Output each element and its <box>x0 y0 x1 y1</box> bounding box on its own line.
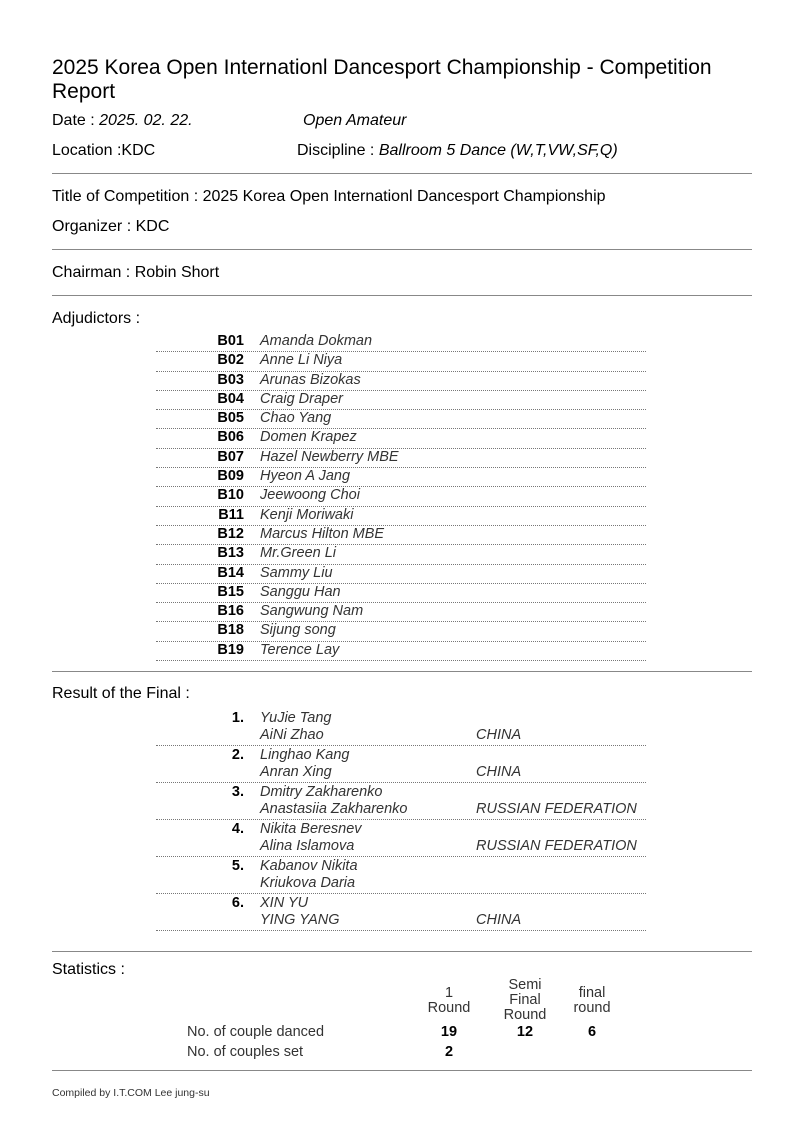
adjudicator-code: B01 <box>217 333 244 349</box>
adjudicator-code: B13 <box>217 545 244 562</box>
divider <box>52 671 752 672</box>
results-label: Result of the Final : <box>52 685 190 702</box>
competition-title-value: 2025 Korea Open Internationl Dancesport Championship <box>202 188 606 205</box>
adjudicator-code: B19 <box>217 641 244 658</box>
stat-header-line: Semi <box>508 977 542 993</box>
adjudicator-name: Domen Krapez <box>260 429 357 446</box>
adjudicator-row <box>156 410 646 429</box>
category: Open Amateur <box>303 112 407 129</box>
report-title: 2025 Korea Open Internationl Dancesport Championship - Competition Report <box>52 56 712 103</box>
location-value: KDC <box>121 142 156 159</box>
stat-header-line: Round <box>503 1007 547 1023</box>
adjudicator-name: Terence Lay <box>260 641 340 658</box>
adjudicator-row <box>156 449 646 468</box>
adjudicator-code: B04 <box>217 390 244 407</box>
stat-header-line: 1 <box>444 985 454 1001</box>
organizer-label: Organizer : <box>52 218 132 235</box>
adjudicator-row <box>156 352 646 371</box>
result-row <box>156 709 646 746</box>
result-man: Linghao Kang <box>260 747 350 763</box>
adjudicator-code: B15 <box>217 583 244 600</box>
date-label: Date : <box>52 112 95 129</box>
divider <box>52 249 752 250</box>
result-rank: 5. <box>231 858 244 874</box>
adjudicator-name: Sijung song <box>260 622 336 639</box>
adjudicator-row <box>156 468 646 487</box>
date-value: 2025. 02. 22. <box>99 112 193 129</box>
adjudicator-row <box>156 333 646 352</box>
adjudicator-code: B05 <box>217 410 244 427</box>
organizer-value: KDC <box>135 218 170 235</box>
divider <box>52 1070 752 1071</box>
adjudicator-row <box>156 391 646 410</box>
stat-danced-label: No. of couple danced <box>187 1024 325 1040</box>
stat-set-label: No. of couples set <box>187 1044 304 1060</box>
adjudicator-row <box>156 545 646 564</box>
adjudicator-code: B14 <box>217 564 244 581</box>
result-row <box>156 746 646 783</box>
result-row <box>156 894 646 931</box>
result-man: Kabanov Nikita <box>260 858 358 874</box>
adjudicator-name: Craig Draper <box>260 390 343 407</box>
divider <box>52 173 752 174</box>
competition-title-row <box>52 187 606 207</box>
adjudicator-row <box>156 642 646 661</box>
organizer-row <box>52 217 169 237</box>
stat-header-line: final <box>578 985 606 1001</box>
adjudicator-code: B12 <box>217 525 244 542</box>
adjudicators-list <box>156 333 646 661</box>
result-country: RUSSIAN FEDERATION <box>476 801 637 817</box>
adjudicator-code: B07 <box>217 448 244 465</box>
stat-header-line: round <box>573 1000 611 1016</box>
adjudicator-row <box>156 429 646 448</box>
adjudicator-name: Sanggu Han <box>260 583 341 600</box>
result-lady: YING YANG <box>260 912 340 928</box>
result-lady: Anastasiia Zakharenko <box>260 801 408 817</box>
adjudicator-row <box>156 507 646 526</box>
chairman-value: Robin Short <box>134 264 220 281</box>
adjudicator-code: B02 <box>217 352 244 369</box>
adjudicator-row <box>156 526 646 545</box>
adjudicator-code: B10 <box>217 487 244 504</box>
adjudicator-code: B16 <box>217 603 244 620</box>
results-list <box>156 709 646 931</box>
result-lady: AiNi Zhao <box>260 727 324 743</box>
result-country: CHINA <box>476 912 522 928</box>
chairman-label: Chairman : <box>52 264 131 281</box>
adjudicator-name: Anne Li Niya <box>260 352 343 369</box>
stat-danced-semifinal: 12 <box>516 1024 534 1040</box>
adjudicator-row <box>156 603 646 622</box>
adjudicator-name: Jeewoong Choi <box>260 487 360 504</box>
result-country: RUSSIAN FEDERATION <box>476 838 637 854</box>
adjudicator-row <box>156 584 646 603</box>
adjudicator-name: Mr.Green Li <box>260 545 337 562</box>
divider <box>52 951 752 952</box>
result-lady: Kriukova Daria <box>260 875 356 891</box>
adjudicator-row <box>156 565 646 584</box>
result-man: YuJie Tang <box>260 710 332 726</box>
result-lady: Anran Xing <box>260 764 332 780</box>
footer-credit: Compiled by I.T.COM Lee jung-su <box>52 1087 210 1099</box>
stat-header-line: Final <box>509 992 541 1008</box>
result-rank: 1. <box>231 710 244 726</box>
result-man: Nikita Beresnev <box>260 821 362 837</box>
result-country: CHINA <box>476 764 522 780</box>
result-row <box>156 820 646 857</box>
discipline-value: Ballroom 5 Dance (W,T,VW,SF,Q) <box>378 142 618 159</box>
result-man: XIN YU <box>260 895 309 911</box>
date-row <box>52 111 193 131</box>
stat-danced-final: 6 <box>587 1024 597 1040</box>
adjudicator-code: B03 <box>217 371 244 388</box>
adjudicator-code: B11 <box>218 506 244 523</box>
adjudicator-code: B18 <box>217 622 244 639</box>
stat-danced-round1: 19 <box>440 1024 458 1040</box>
result-man: Dmitry Zakharenko <box>260 784 383 800</box>
adjudicator-row <box>156 487 646 506</box>
stat-header-line: Round <box>427 1000 471 1016</box>
adjudicator-name: Sammy Liu <box>260 564 333 581</box>
adjudicator-name: Arunas Bizokas <box>260 371 361 388</box>
adjudicator-name: Kenji Moriwaki <box>260 506 354 523</box>
result-rank: 3. <box>231 784 244 800</box>
stat-set-round1: 2 <box>444 1044 454 1060</box>
result-lady: Alina Islamova <box>260 838 355 854</box>
discipline-row <box>297 141 618 161</box>
chairman-row <box>52 263 219 283</box>
adjudicator-code: B06 <box>217 429 244 446</box>
stat-header-round1 <box>425 986 473 1016</box>
discipline-label: Discipline : <box>297 142 375 159</box>
result-rank: 2. <box>231 747 244 763</box>
adjudicator-name: Amanda Dokman <box>260 333 373 349</box>
stat-header-final <box>567 986 617 1016</box>
divider <box>52 295 752 296</box>
location-label: Location : <box>52 142 122 159</box>
adjudicator-code: B09 <box>217 468 244 485</box>
adjudicator-name: Marcus Hilton MBE <box>260 525 385 542</box>
adjudicator-row <box>156 622 646 641</box>
adjudicators-label: Adjudictors : <box>52 310 141 327</box>
statistics-label: Statistics : <box>52 961 125 978</box>
result-rank: 6. <box>231 895 244 911</box>
stat-header-semifinal <box>500 978 550 1023</box>
competition-title-label: Title of Competition : <box>52 188 199 205</box>
result-rank: 4. <box>231 821 244 837</box>
adjudicator-row <box>156 372 646 391</box>
adjudicator-name: Chao Yang <box>260 410 332 427</box>
adjudicator-name: Sangwung Nam <box>260 603 364 620</box>
result-row <box>156 783 646 820</box>
result-row <box>156 857 646 894</box>
adjudicator-name: Hyeon A Jang <box>260 468 351 485</box>
adjudicator-name: Hazel Newberry MBE <box>260 448 399 465</box>
result-country: CHINA <box>476 727 522 743</box>
location-row <box>52 141 155 161</box>
